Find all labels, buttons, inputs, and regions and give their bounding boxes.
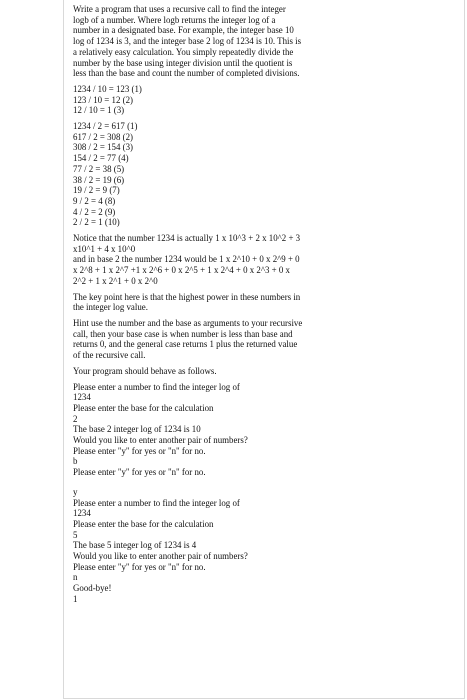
sample-run-line: Please enter a number to find the integer log of	[73, 381, 240, 392]
sample-run-line: b	[73, 456, 78, 467]
sample-run-line: Please enter "y" for yes or "n" for no.	[73, 561, 206, 572]
division-step: 617 / 2 = 308 (2)	[73, 131, 133, 142]
sample-run-line: Would you like to enter another pair of numbers?	[73, 435, 248, 446]
intro-line: number in a designated base. For example, the integer base 10	[73, 25, 294, 36]
behave-paragraph	[73, 366, 456, 377]
document-page	[63, 0, 465, 699]
notice-line: Notice that the number 1234 is actually 1 x 10^3 + 2 x 10^2 + 3	[73, 233, 301, 244]
sample-run-block-2	[73, 487, 456, 605]
division-step: 12 / 10 = 1 (3)	[73, 105, 125, 116]
sample-run-line: Good-bye!	[73, 583, 112, 594]
division-step: 38 / 2 = 19 (6)	[73, 174, 125, 185]
sample-run-line: 2	[73, 413, 78, 424]
notice-paragraph	[73, 233, 456, 287]
hint-paragraph	[73, 318, 456, 361]
hint-line: call, then your base case is when number is less than base and	[73, 328, 293, 339]
division-step: 154 / 2 = 77 (4)	[73, 153, 129, 164]
sample-run-line: 1234	[73, 508, 91, 519]
key-point-line: The key point here is that the highest power in these numbers in	[73, 291, 301, 302]
sample-run-block-1	[73, 382, 456, 478]
sample-run-line: Would you like to enter another pair of numbers?	[73, 551, 248, 562]
intro-line: logb of a number. Where logb returns the integer log of a	[73, 14, 276, 25]
division-step: 2 / 2 = 1 (10)	[73, 217, 120, 228]
division-step: 4 / 2 = 2 (9)	[73, 206, 116, 217]
division-step: 9 / 2 = 4 (8)	[73, 195, 116, 206]
sample-run-line: Please enter the base for the calculation	[73, 518, 214, 529]
notice-line: x 2^8 + 1 x 2^7 +1 x 2^6 + 0 x 2^5 + 1 x 2^4 + 0 x 2^3 + 0 x	[73, 265, 290, 276]
sample-run-line: Please enter "y" for yes or "n" for no.	[73, 445, 206, 456]
intro-line: less than the base and count the number of completed divisions.	[73, 68, 300, 79]
hint-line: returns 0, and the general case returns 1 plus the returned value	[73, 339, 298, 350]
sample-run-line: n	[73, 572, 78, 583]
intro-paragraph	[73, 4, 456, 79]
sample-run-line: 1234	[73, 392, 91, 403]
sample-run-line: Please enter the base for the calculation	[73, 402, 214, 413]
intro-line: log of 1234 is 3, and the integer base 2 log of 1234 is 10. This is	[73, 36, 302, 47]
document-content	[73, 4, 456, 605]
notice-line: and in base 2 the number 1234 would be 1 x 2^10 + 0 x 2^9 + 0	[73, 254, 300, 265]
spacer	[73, 478, 456, 487]
base10-division-steps	[73, 84, 456, 116]
intro-line: a relatively easy calculation. You simply repeatedly divide the	[73, 46, 294, 57]
division-step: 77 / 2 = 38 (5)	[73, 163, 125, 174]
behave-line: Your program should behave as follows.	[73, 365, 217, 376]
key-point-line: the integer log value.	[73, 302, 148, 313]
sample-run-line: The base 5 integer log of 1234 is 4	[73, 540, 197, 551]
hint-line: of the recursive call.	[73, 350, 146, 361]
division-step: 19 / 2 = 9 (7)	[73, 185, 120, 196]
division-step: 1234 / 2 = 617 (1)	[73, 121, 138, 132]
division-step: 1234 / 10 = 123 (1)	[73, 83, 142, 94]
sample-run-line: 1	[73, 593, 78, 604]
sample-run-line: y	[73, 486, 78, 497]
notice-line: 2^2 + 1 x 2^1 + 0 x 2^0	[73, 275, 158, 286]
notice-line: x10^1 + 4 x 10^0	[73, 243, 136, 254]
sample-run-line: Please enter "y" for yes or "n" for no.	[73, 467, 206, 478]
division-step: 308 / 2 = 154 (3)	[73, 142, 133, 153]
intro-line: Write a program that uses a recursive call to find the integer	[73, 4, 286, 14]
intro-line: number by the base using integer division until the quotient is	[73, 57, 293, 68]
hint-line: Hint use the number and the base as arguments to your recursive	[73, 317, 303, 328]
division-step: 123 / 10 = 12 (2)	[73, 94, 133, 105]
sample-run-line: 5	[73, 529, 78, 540]
sample-run-line: Please enter a number to find the integer log of	[73, 497, 240, 508]
key-point-paragraph	[73, 292, 456, 313]
sample-run-line: The base 2 integer log of 1234 is 10	[73, 424, 201, 435]
base2-division-steps	[73, 121, 456, 228]
